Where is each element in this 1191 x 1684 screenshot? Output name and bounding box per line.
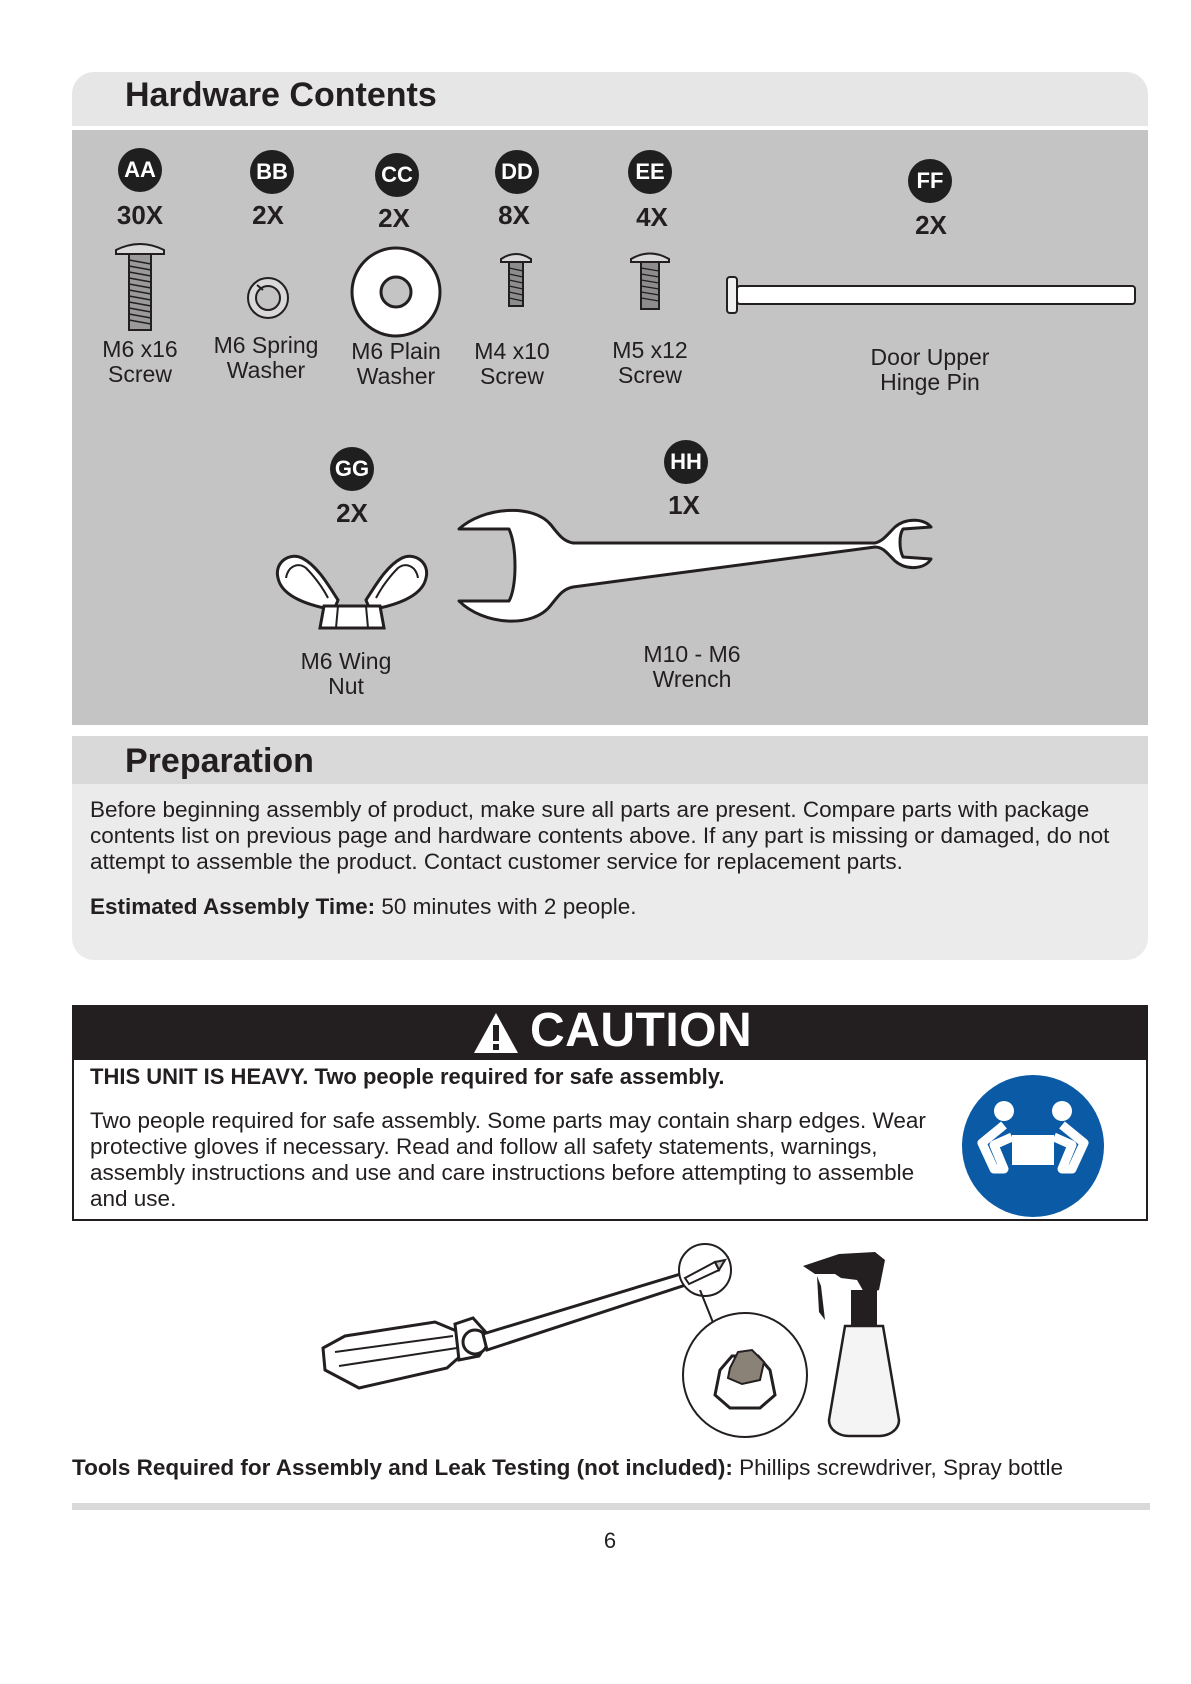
footer-rule — [72, 1503, 1150, 1510]
part-label-gg: M6 Wing Nut — [300, 648, 392, 699]
hinge-pin-icon — [725, 275, 1139, 315]
two-person-lift-icon — [960, 1073, 1106, 1219]
caution-heading: THIS UNIT IS HEAVY. Two people required for safe assembly. — [90, 1064, 725, 1089]
tools-required — [72, 1455, 1063, 1481]
hardware-title: Hardware Contents — [125, 76, 437, 114]
m6x16-screw-icon — [110, 240, 170, 332]
part-label-ee: M5 x12 Screw — [612, 337, 688, 388]
part-badge-dd: DD — [495, 150, 539, 194]
part-badge-bb: BB — [250, 150, 294, 194]
wrench-icon — [455, 505, 935, 635]
part-badge-gg: GG — [330, 447, 374, 491]
page-number: 6 — [603, 1528, 617, 1553]
spring-washer-icon — [243, 273, 293, 323]
phillips-screwdriver-icon — [315, 1240, 735, 1400]
part-qty-aa: 30X — [116, 200, 164, 230]
part-qty-gg: 2X — [336, 498, 368, 528]
m5x12-screw-icon — [628, 249, 672, 311]
caution-text: Two people required for safe assembly. Some parts may contain sharp edges. Wear protective gloves if necessary. Read and follow all safety statements, warnings, assembly instructions and use and care instructions before attempting to assemble and use. — [90, 1108, 926, 1211]
part-label-bb: M6 Spring Washer — [213, 332, 319, 383]
m4x10-screw-icon — [498, 250, 534, 308]
preparation-paragraph: Before beginning assembly of product, make sure all parts are present. Compare parts with package contents list on previous page and hardware contents above. If any part is missing or damaged, do not attempt to assemble the product. Contact customer service for replacement parts. — [90, 797, 1110, 874]
part-badge-ff: FF — [908, 159, 952, 203]
wing-nut-icon — [272, 548, 432, 634]
part-label-hh: M10 - M6 Wrench — [643, 641, 741, 692]
assembly-time-value: 50 minutes with 2 people. — [375, 894, 637, 919]
part-label-ff: Door Upper Hinge Pin — [870, 344, 990, 395]
tools-required-label: Tools Required for Assembly and Leak Testing (not included): — [72, 1455, 733, 1480]
caution-title: CAUTION — [530, 1004, 753, 1057]
part-badge-hh: HH — [664, 440, 708, 484]
spray-bottle-icon — [795, 1250, 905, 1440]
part-label-cc: M6 Plain Washer — [351, 338, 441, 389]
plain-washer-icon — [349, 245, 443, 339]
assembly-time — [90, 894, 637, 920]
assembly-time-label: Estimated Assembly Time: — [90, 894, 376, 919]
part-badge-ee: EE — [628, 150, 672, 194]
preparation-title: Preparation — [125, 742, 314, 780]
part-qty-cc: 2X — [378, 203, 410, 233]
screw-head-detail-icon — [680, 1290, 810, 1440]
warning-triangle-icon — [472, 1011, 520, 1055]
part-label-aa: M6 x16 Screw — [102, 336, 178, 387]
part-badge-cc: CC — [375, 153, 419, 197]
tools-required-value: Phillips screwdriver, Spray bottle — [732, 1455, 1064, 1480]
part-label-dd: M4 x10 Screw — [474, 338, 550, 389]
part-qty-hh: 1X — [668, 490, 700, 520]
part-qty-ee: 4X — [636, 202, 668, 232]
part-qty-bb: 2X — [252, 200, 284, 230]
part-qty-dd: 8X — [498, 200, 530, 230]
part-badge-aa: AA — [118, 148, 162, 192]
part-qty-ff: 2X — [915, 210, 947, 240]
